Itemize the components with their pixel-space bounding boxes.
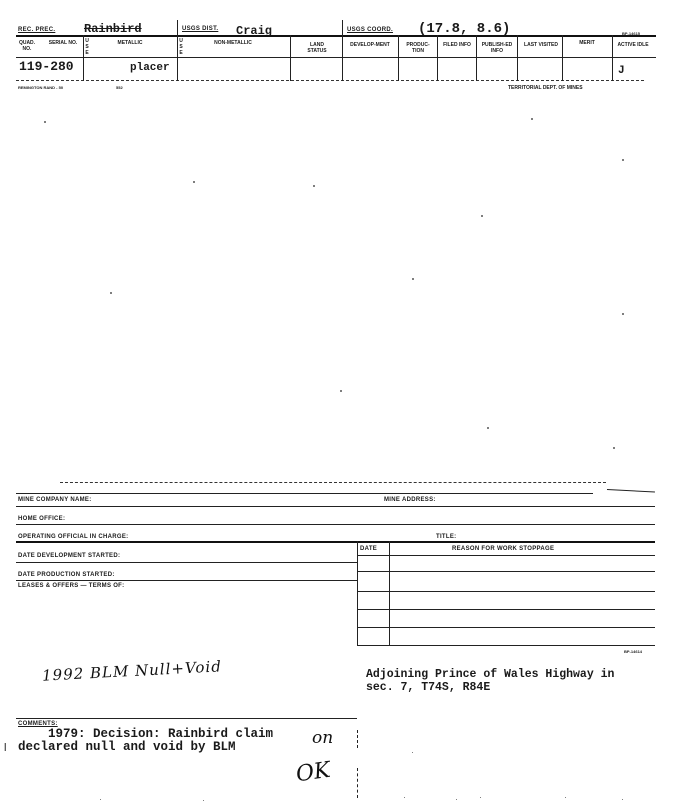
handwritten-ok: OK [294, 757, 333, 788]
active-idle-header: ACTIVE IDLE [617, 42, 649, 48]
form-number-top: BP-14615 [622, 31, 641, 36]
margin-mark: l [4, 742, 7, 754]
rec-prec-label: REC. PREC. [18, 27, 56, 33]
use-nonmetallic-header: U S E [179, 38, 183, 56]
handwritten-note: 1992 BLM Null+Void [41, 657, 223, 685]
merit-header: MERIT [579, 40, 595, 46]
metallic-value: placer [130, 62, 170, 74]
usgs-dist-value: Craig [236, 24, 273, 38]
leases-label: LEASES & OFFERS — TERMS OF: [18, 583, 125, 589]
comments-label: COMMENTS: [18, 721, 58, 727]
last-visited-header: LAST VISITED [524, 42, 558, 48]
operating-official-label: OPERATING OFFICIAL IN CHARGE: [18, 534, 129, 540]
reason-column-label: REASON FOR WORK STOPPAGE [452, 546, 555, 552]
usgs-dist-label: USGS DIST. [182, 26, 219, 32]
usgs-coord-value: (17.8, 8.6) [418, 21, 511, 37]
location-note: Adjoining Prince of Wales Highway in sec. 7, T74S, R84E [366, 668, 615, 694]
use-metallic-header: U S E [85, 38, 89, 56]
filed-info-header: FILED INFO [443, 42, 471, 48]
date-production-label: DATE PRODUCTION STARTED: [18, 572, 115, 578]
development-header: DEVELOP-MENT [350, 42, 390, 48]
footer-right: TERRITORIAL DEPT. OF MINES [508, 85, 583, 91]
title-label: TITLE: [436, 534, 457, 540]
date-development-label: DATE DEVELOPMENT STARTED: [18, 553, 121, 559]
mine-address-label: MINE ADDRESS: [384, 497, 436, 503]
date-column-label: DATE [360, 546, 378, 552]
footer-left: REMINGTON RAND - 50 [18, 85, 64, 90]
land-status-header: LAND STATUS [307, 42, 327, 54]
comment-text: 1979: Decision: Rainbird claim declared null and void by BLM [18, 727, 274, 754]
published-info-header: PUBLISH-ED INFO [481, 42, 513, 54]
mine-company-name-label: MINE COMPANY NAME: [18, 497, 92, 503]
non-metallic-header: NON-METALLIC [214, 40, 252, 46]
rec-prec-value: Rainbird [84, 22, 142, 36]
footer-left-code: 552 [116, 85, 123, 90]
serial-no-header: SERIAL NO. [48, 40, 78, 46]
quad-serial-value: 119-280 [19, 59, 74, 74]
metallic-header: METALLIC [117, 40, 143, 46]
usgs-coord-label: USGS COORD. [347, 27, 393, 33]
production-header: PRODUC-TION [406, 42, 430, 54]
active-idle-value: J [618, 65, 625, 77]
home-office-label: HOME OFFICE: [18, 516, 66, 522]
quad-no-header: QUAD. NO. [18, 40, 36, 52]
form-number-bottom: BP-14614 [624, 649, 643, 654]
handwritten-on: on [312, 728, 334, 748]
